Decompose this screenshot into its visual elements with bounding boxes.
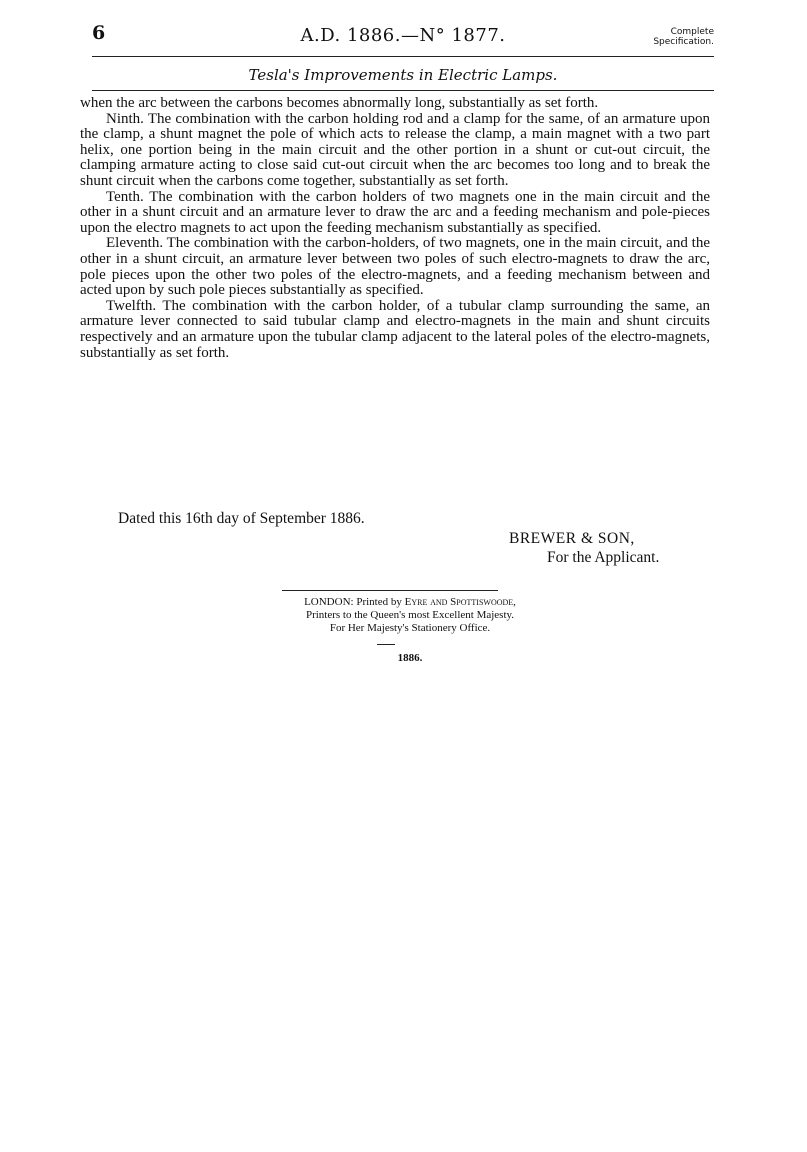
paragraph-claim-twelfth: Twelfth. The combination with the carbon holder, of a tubular clamp surrounding the same, an armature lever connected to said tubular clamp and electro-magnets in the main and shunt circuits respectively and an armature upon the tubular clamp adjacent to the lateral poles of the electro-magnets, substantially as set forth. bbox=[80, 297, 710, 361]
imprint-year: 1886. bbox=[397, 652, 423, 664]
specification-label-line2: Specification. bbox=[653, 37, 714, 47]
imprint-rule bbox=[282, 590, 498, 591]
signature-role: For the Applicant. bbox=[547, 549, 660, 566]
page-number: 6 bbox=[92, 22, 106, 44]
patent-number-title: A.D. 1886.—N° 1877. bbox=[300, 25, 506, 46]
imprint-line2: Printers to the Queen's most Excellent Majesty. bbox=[305, 609, 515, 621]
imprint-line3: For Her Majesty's Stationery Office. bbox=[329, 622, 491, 634]
running-title: Tesla's Improvements in Electric Lamps. bbox=[248, 66, 558, 84]
imprint-printer-name: Eyre and Spottiswoode, bbox=[404, 596, 516, 608]
paragraph-claim-tenth: Tenth. The combination with the carbon holders of two magnets one in the main circuit and the other in a shunt circuit and an armature lever to draw the arc and a feeding mechanism and pole-pieces upon the electro magnets to act upon the feeding mechanism substantially as specified. bbox=[80, 188, 710, 236]
specification-label bbox=[653, 27, 714, 47]
paragraph-claim-eleventh: Eleventh. The combination with the carbon-holders, of two magnets, one in the main circuit, and the other in a shunt circuit, an armature lever between two poles of such electro-magnets to draw the arc, pole pieces upon the other two poles of the electro-magnets, and a feeding mechanism between and acted upon by such pole pieces substantially as specified. bbox=[80, 235, 710, 299]
imprint-short-rule bbox=[377, 644, 395, 645]
printer-imprint bbox=[200, 596, 620, 635]
running-title-rule bbox=[92, 90, 714, 91]
imprint-line1-prefix: LONDON: Printed by bbox=[304, 596, 405, 608]
paragraph-continuation: when the arc between the carbons becomes abnormally long, substantially as set forth. bbox=[80, 95, 599, 111]
page-header bbox=[92, 22, 714, 54]
specification-label-line1: Complete bbox=[670, 27, 714, 37]
imprint-line1 bbox=[200, 596, 620, 609]
dated-line: Dated this 16th day of September 1886. bbox=[118, 510, 365, 527]
signature-name: BREWER & SON, bbox=[509, 530, 635, 547]
claims-text bbox=[80, 96, 710, 361]
paragraph-claim-ninth: Ninth. The combination with the carbon holding rod and a clamp for the same, of an armature upon the clamp, a shunt magnet the pole of which acts to release the clamp, a main magnet with a two part helix, one portion being in the main circuit and the other portion in a shunt or cut-out circuit, the clamping armature acting to close said cut-out circuit when the arc becomes too long and to break the shunt circuit when the carbons come together, substantially as set forth. bbox=[80, 110, 710, 189]
header-rule bbox=[92, 56, 714, 57]
